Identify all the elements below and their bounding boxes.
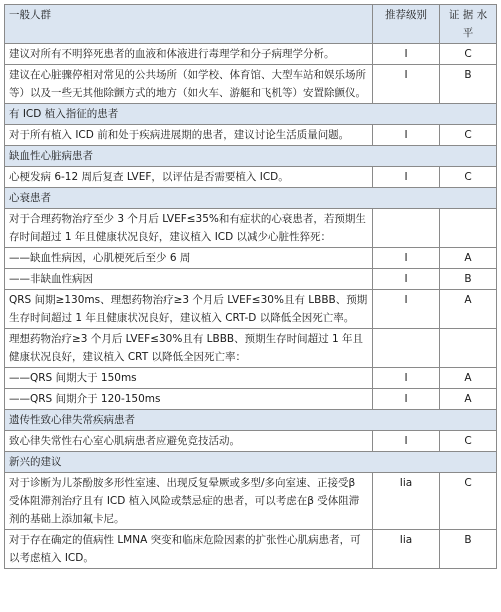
recommendation-text: 对于合理药物治疗至少 3 个月后 LVEF≤35%和有症状的心衰患者，若预期生存时间超过 1 年且健康状况良好，建议植入 ICD 以减少心脏性猝死： (5, 209, 373, 248)
section-title: 缺血性心脏病患者 (5, 146, 497, 167)
table-row (5, 431, 497, 452)
evidence-level: B (440, 269, 497, 290)
table-row (5, 44, 497, 65)
recommendation-text: QRS 间期≥130ms、理想药物治疗≥3 个月后 LVEF≤30%且有 LBBB、预期生存时间超过 1 年且健康状况良好，建议植入 CRT-D 以降低全因死亡率。 (5, 290, 373, 329)
recommendation-text: 心梗发病 6-12 周后复查 LVEF，以评估是否需要植入 ICD。 (5, 167, 373, 188)
table-row (5, 329, 497, 368)
recommendation-class: I (373, 431, 440, 452)
recommendation-class: I (373, 167, 440, 188)
table-row (5, 248, 497, 269)
evidence-level: A (440, 368, 497, 389)
table-row (5, 167, 497, 188)
section-title: 新兴的建议 (5, 452, 497, 473)
table-row (5, 389, 497, 410)
recommendation-class: I (373, 65, 440, 104)
table-row (5, 125, 497, 146)
section-title: 遗传性致心律失常疾病患者 (5, 410, 497, 431)
header-recommendation-class: 推荐级别 (373, 5, 440, 44)
recommendation-text: ——QRS 间期介于 120-150ms (5, 389, 373, 410)
table-body (5, 44, 497, 569)
table-row (5, 209, 497, 248)
recommendation-class: I (373, 389, 440, 410)
evidence-level: C (440, 473, 497, 530)
recommendation-text: 对于所有植入 ICD 前和处于疾病进展期的患者，建议讨论生活质量问题。 (5, 125, 373, 146)
table-row (5, 65, 497, 104)
evidence-level: A (440, 389, 497, 410)
recommendation-class (373, 209, 440, 248)
recommendation-class: I (373, 125, 440, 146)
evidence-level: A (440, 248, 497, 269)
evidence-level (440, 209, 497, 248)
table-row (5, 368, 497, 389)
table-header-row (5, 5, 497, 44)
recommendation-class: I (373, 290, 440, 329)
table-row (5, 269, 497, 290)
evidence-level (440, 329, 497, 368)
recommendation-text: ——非缺血性病因 (5, 269, 373, 290)
section-header-row (5, 104, 497, 125)
recommendation-class: I (373, 248, 440, 269)
section-header-row (5, 410, 497, 431)
section-header-row (5, 146, 497, 167)
recommendation-text: 建议对所有不明猝死患者的血液和体液进行毒理学和分子病理学分析。 (5, 44, 373, 65)
evidence-level: C (440, 44, 497, 65)
recommendation-class: Iia (373, 530, 440, 569)
evidence-level: C (440, 125, 497, 146)
recommendation-text: 理想药物治疗≥3 个月后 LVEF≤30%且有 LBBB、预期生存时间超过 1 年且健康状况良好，建议植入 CRT 以降低全因死亡率： (5, 329, 373, 368)
recommendation-class (373, 329, 440, 368)
recommendation-text: 对于诊断为儿茶酚胺多形性室速、出现反复晕厥或多型/多向室速、正接受β 受体阻滞剂治疗且有 ICD 植入风险或禁忌症的患者，可以考虑在β 受体阻滞剂的基础上添加氟卡尼。 (5, 473, 373, 530)
table-row (5, 530, 497, 569)
evidence-level: C (440, 167, 497, 188)
evidence-level: B (440, 65, 497, 104)
recommendation-class: I (373, 44, 440, 65)
table-row (5, 473, 497, 530)
recommendation-table (4, 4, 497, 569)
recommendation-text: ——缺血性病因，心肌梗死后至少 6 周 (5, 248, 373, 269)
recommendation-class: I (373, 269, 440, 290)
table-row (5, 290, 497, 329)
recommendation-class: I (373, 368, 440, 389)
section-header-row (5, 188, 497, 209)
evidence-level: B (440, 530, 497, 569)
recommendation-text: 对于存在确定的值病性 LMNA 突变和临床危险因素的扩张性心肌病患者，可以考虑植入 ICD。 (5, 530, 373, 569)
section-title: 有 ICD 植入指征的患者 (5, 104, 497, 125)
section-title: 心衰患者 (5, 188, 497, 209)
recommendation-text: 致心律失常性右心室心肌病患者应避免竞技活动。 (5, 431, 373, 452)
header-evidence-level: 证 据 水 平 (440, 5, 497, 44)
section-header-row (5, 452, 497, 473)
recommendation-text: 建议在心脏骤停相对常见的公共场所（如学校、体育馆、大型车站和娱乐场所等）以及一些无其他除颤方式的地方（如火车、游艇和飞机等）安置除颤仪。 (5, 65, 373, 104)
recommendation-class: Iia (373, 473, 440, 530)
evidence-level: C (440, 431, 497, 452)
header-population: 一般人群 (5, 5, 373, 44)
recommendation-text: ——QRS 间期大于 150ms (5, 368, 373, 389)
evidence-level: A (440, 290, 497, 329)
